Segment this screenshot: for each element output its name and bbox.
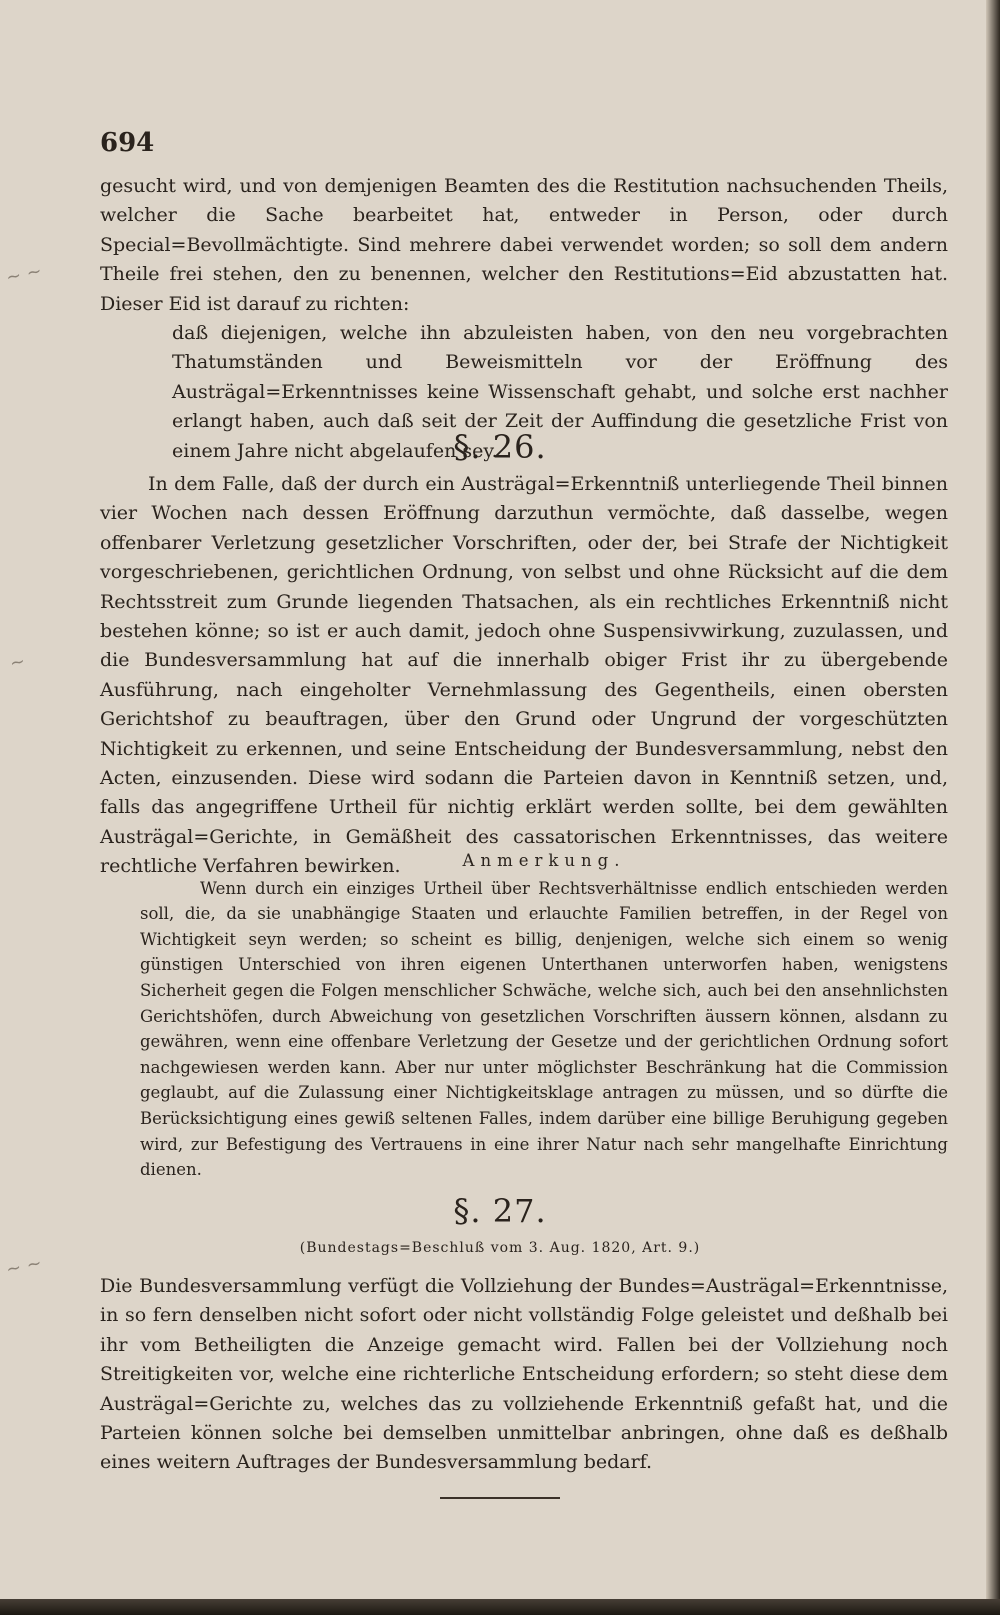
oath-paragraph: daß diejenigen, welche ihn abzuleisten haben, von den neu vorgebrachten Thatumständen und Beweismitteln vor der Eröffnung des Austrägal=Erkenntnisses keine Wissenschaft gehabt, und solche erst nachher erlangt haben, auch daß seit der Zeit der Auffindung die gesetzliche Frist von einem Jahre nicht abgelaufen sey. — [172, 322, 948, 462]
annotation-block — [140, 848, 948, 1183]
annotation-text: Wenn durch ein einziges Urtheil über Rechtsverhältnisse endlich entschieden werden soll, die, da sie unabhängige Staaten und erlauchte Familien betreffen, in der Regel von Wichtigkeit seyn werden; so scheint es billig, denjenigen, welche sich einem so wenig günstigen Unterschied von ihren eigenen Unterthanen unterworfen haben, wenigstens Sicherheit gegen die Folgen menschlicher Schwäche, welche sich, auch bei den ansehnlichsten Gerichtshöfen, durch Abweichung von gesetzlichen Vorschriften äussern können, alsdann zu gewähren, wenn eine offenbare Verletzung der Gesetze und der gerichtlichen Ordnung sofort nachgewiesen werden kann. Aber nur unter möglichster Beschränkung hat die Commission geglaubt, auf die Zulassung einer Nichtigkeitsklage antragen zu müssen, und so dürfte die Berücksichtigung eines gewiß seltenen Falles, indem darüber eine billige Beruhigung gegeben wird, zur Befestigung des Vertrauens in eine ihrer Natur nach sehr mangelhafte Einrichtung dienen. — [140, 878, 948, 1180]
margin-handwriting: ~ — [7, 650, 28, 675]
margin-handwriting: ~ ~ — [4, 1252, 44, 1281]
section-27-body — [100, 1272, 948, 1478]
page-bottom-edge — [0, 1599, 1000, 1615]
page-number: 694 — [100, 128, 155, 158]
binding-edge — [986, 0, 1000, 1615]
decree-reference: (Bundestags=Beschluß vom 3. Aug. 1820, Art. 9.) — [299, 1240, 701, 1256]
section-continuation — [100, 172, 948, 466]
section-26-body — [100, 470, 948, 882]
paragraph: In dem Falle, daß der durch ein Austrägal=Erkenntniß unterliegende Theil binnen vier Wochen nach dessen Eröffnung darzuthun vermöchte, daß dasselbe, wegen offenbarer Verletzung gesetzlicher Vorschriften, oder der, bei Strafe der Nichtigkeit vorgeschriebenen, gerichtlichen Ordnung, von selbst und ohne Rücksicht auf die dem Rechtsstreit zum Grunde liegenden Thatsachen, als ein rechtliches Erkenntniß nicht bestehen könne; so ist er auch damit, jedoch ohne Suspensivwirkung, zuzulassen, und die Bundesversammlung hat auf die innerhalb obiger Frist ihr zu übergebende Ausführung, nach eingeholter Vernehmlassung des Gegentheils, einen obersten Gerichtshof zu beauftragen, über den Grund oder Ungrund der vorgeschützten Nichtigkeit zu erkennen, und seine Entscheidung der Bundesversammlung, nebst den Acten, einzusenden. Diese wird sodann die Parteien davon in Kenntniß setzen, und, falls das angegriffene Urtheil für nichtig erklärt werden sollte, bei dem gewählten Austrägal=Gerichte, in Gemäßheit des cassatorischen Erkenntnisses, das weitere rechtliche Verfahren bewirken. — [100, 473, 948, 878]
annotation-title: Anmerkung. — [462, 851, 626, 870]
margin-handwriting: ~ ~ — [4, 260, 44, 289]
section-heading-26: §. 26. — [453, 428, 547, 466]
paragraph: Die Bundesversammlung verfügt die Vollziehung der Bundes=Austrägal=Erkenntnisse, in so fern denselben nicht sofort oder nicht vollständig Folge geleistet und deßhalb bei ihr vom Betheiligten die Anzeige gemacht wird. Fallen bei der Vollziehung noch Streitigkeiten vor, welche eine richterliche Entscheidung erfordern; so steht diese dem Austrägal=Gerichte zu, welches das zu vollziehende Erkenntniß gefaßt hat, und die Parteien können solche bei demselben unmittelbar anbringen, ohne daß es deßhalb eines weitern Auftrages der Bundesversammlung bedarf. — [100, 1275, 948, 1474]
end-rule — [440, 1497, 560, 1499]
section-heading-27: §. 27. — [453, 1192, 547, 1230]
paragraph: gesucht wird, und von demjenigen Beamten des die Restitution nachsuchenden Theils, welcher die Sache bearbeitet hat, entweder in Person, oder durch Special=Bevollmächtigte. Sind mehrere dabei verwendet worden; so soll dem andern Theile frei stehen, den zu benennen, welcher den Restitutions=Eid abzustatten hat. Dieser Eid ist darauf zu richten: — [100, 175, 948, 315]
